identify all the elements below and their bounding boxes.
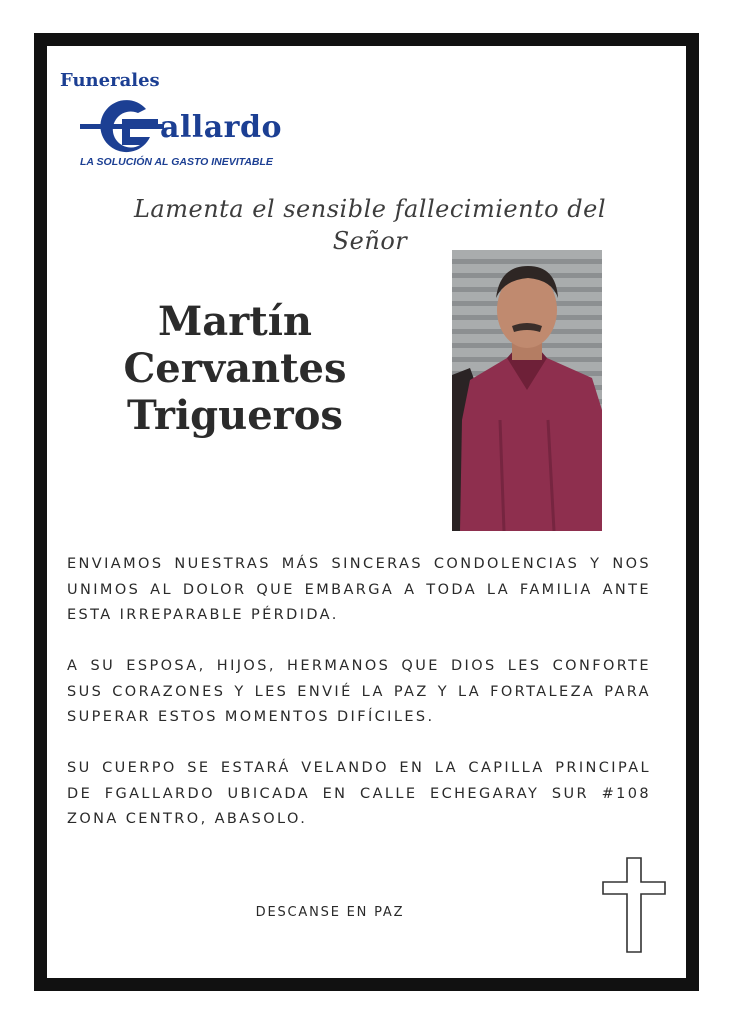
- lament-line-2: Señor: [332, 227, 408, 255]
- message-paragraph-3: SU CUERPO SE ESTARÁ VELANDO EN LA CAPILLA PRINCIPAL DE FGALLARDO UBICADA EN CALLE ECHEGARAY SUR #108 ZONA CENTRO, ABASOLO.: [67, 760, 651, 827]
- logo-name: allardo: [160, 110, 282, 145]
- closing-text: DESCANSE EN PAZ: [255, 905, 405, 920]
- lament-heading: [70, 193, 670, 257]
- deceased-photo: [452, 250, 602, 531]
- deceased-first-name: Martín: [157, 298, 313, 345]
- lament-line-1: Lamenta el sensible fallecimiento del: [133, 195, 606, 223]
- deceased-surname-2: Trigueros: [127, 392, 343, 439]
- condolence-message: [67, 552, 651, 858]
- logo-tagline: LA SOLUCIÓN AL GASTO INEVITABLE: [80, 156, 273, 168]
- deceased-photo-illustration: [452, 250, 602, 531]
- cross-icon: [601, 857, 667, 953]
- message-paragraph-1: ENVIAMOS NUESTRAS MÁS SINCERAS CONDOLENCIAS Y NOS UNIMOS AL DOLOR QUE EMBARGA A TODA LA FAMILIA ANTE ESTA IRREPARABLE PÉRDIDA.: [67, 556, 651, 623]
- logo-top-word: Funerales: [60, 70, 160, 91]
- logo-mark-icon: [80, 97, 164, 157]
- deceased-surname-1: Cervantes: [123, 345, 347, 392]
- message-paragraph-2: A SU ESPOSA, HIJOS, HERMANOS QUE DIOS LES CONFORTE SUS CORAZONES Y LES ENVIÉ LA PAZ Y LA FORTALEZA PARA SUPERAR ESTOS MOMENTOS DIFÍCILES.: [67, 658, 651, 725]
- deceased-name: [90, 298, 380, 439]
- funerales-gallardo-logo: [60, 70, 290, 175]
